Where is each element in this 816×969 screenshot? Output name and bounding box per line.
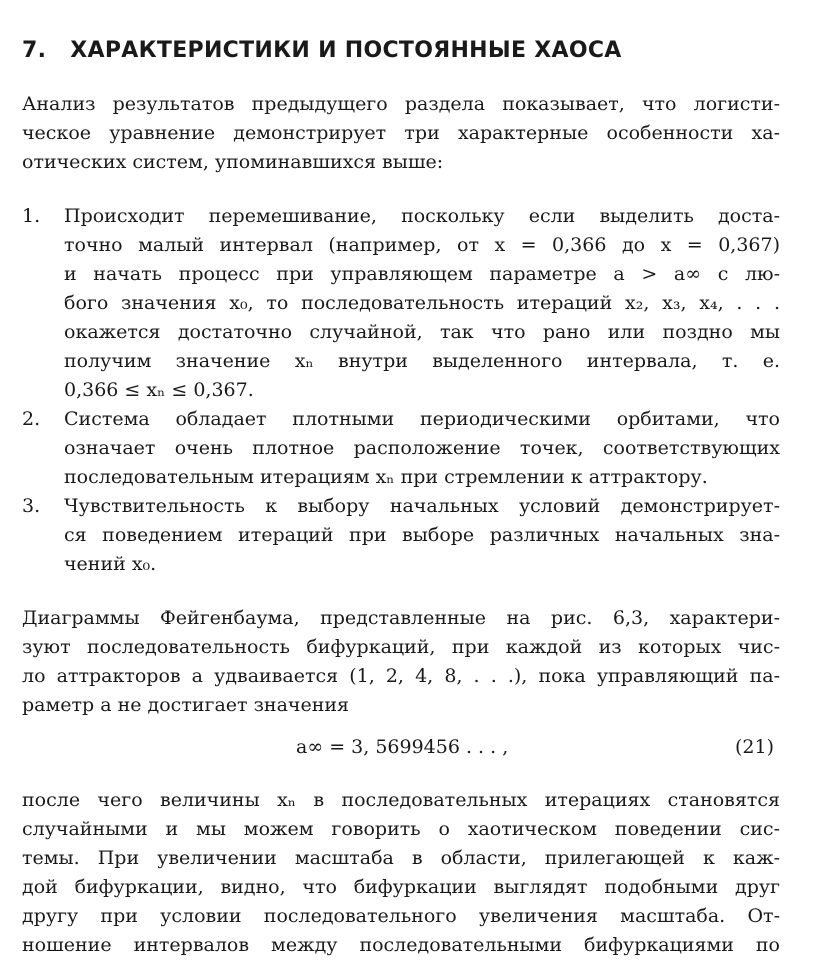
list-line: означает очень плотное расположение точек, соответствующих [64,437,780,459]
paragraph-line: темы. При увеличении масштаба в области, прилегающей к каж- [22,847,780,869]
intro-line: ческое уравнение демонстрирует три характерные особенности ха- [22,122,780,144]
list-line: окажется достаточно случайной, так что рано или поздно мы [64,321,780,343]
list-line: и начать процесс при управляющем параметре a > a∞ с лю- [64,263,780,285]
list-line: 0,366 ≤ xₙ ≤ 0,367. [64,379,254,401]
section-heading [22,38,622,63]
equation-number: (21) [734,736,774,758]
list-line: чений x₀. [64,553,157,575]
list-text: Происходит перемешивание, поскольку если выделить доста- [64,205,780,227]
list-item-1-first-line [22,202,780,230]
paragraph-line: случайными и мы можем говорить о хаотическом поведении сис- [22,818,780,840]
section-number: 7. [22,38,47,63]
list-marker: 3. [22,495,41,517]
paragraph-line: другу при условии последовательного увеличения масштаба. От- [22,905,780,927]
list-item-3-first-line [22,492,780,520]
list-line: получим значение xₙ внутри выделенного интервала, т. е. [64,350,780,372]
intro-line: отических систем, упоминавшихся выше: [22,151,444,173]
paragraph-line: раметр a не достигает значения [22,694,350,716]
list-marker: 2. [22,408,41,430]
paragraph-line: Диаграммы Фейгенбаума, представленные на рис. 6,3, характери- [22,607,780,629]
paragraph-line: ношение интервалов между последовательными бифуркациями по [22,934,780,956]
paragraph-line: зуют последовательность бифуркаций, при каждой из которых чис- [22,636,780,658]
list-line: точно малый интервал (например, от x = 0,366 до x = 0,367) [64,234,780,256]
section-title: ХАРАКТЕРИСТИКИ И ПОСТОЯННЫЕ ХАОСА [70,38,622,63]
list-text: Система обладает плотными периодическими орбитами, что [64,408,780,430]
list-line: последовательным итерациям xₙ при стремлении к аттрактору. [64,466,708,488]
paragraph-line: после чего величины xₙ в последовательных итерациях становятся [22,789,780,811]
equation-formula: a∞ = 3, 5699456 . . . , [296,736,509,758]
list-marker: 1. [22,205,41,227]
intro-line: Анализ результатов предыдущего раздела показывает, что логисти- [22,93,780,115]
list-item-2-first-line [22,405,780,433]
list-text: Чувствительность к выбору начальных условий демонстрирует- [64,495,780,517]
paragraph-line: ло аттракторов a удваивается (1, 2, 4, 8, . . .), пока управляющий па- [22,665,780,687]
list-line: ся поведением итераций при выборе различных начальных зна- [64,524,780,546]
paragraph-line: дой бифуркации, видно, что бифуркации выглядят подобными друг [22,876,780,898]
list-line: бого значения x₀, то последовательность итераций x₂, x₃, x₄, . . . [64,292,780,314]
